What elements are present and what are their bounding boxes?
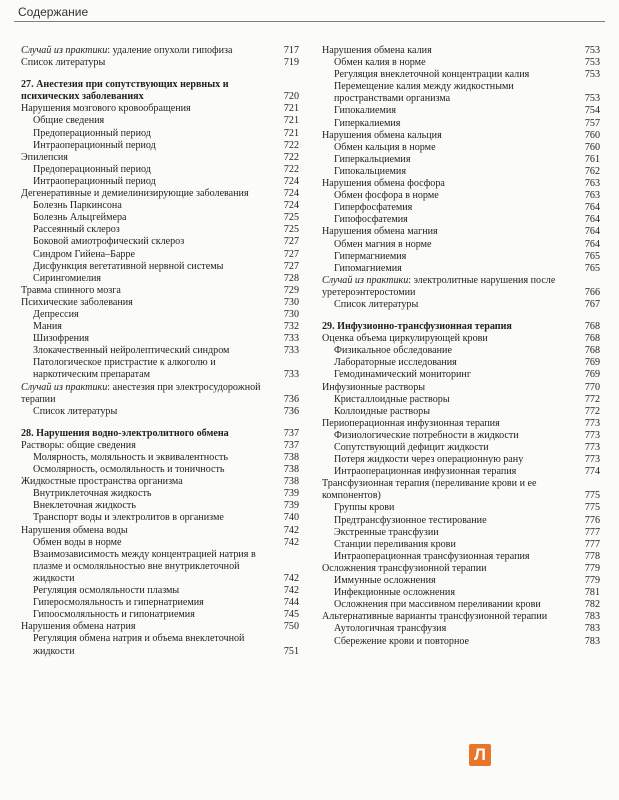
toc-entry-title: Предтрансфузионное тестирование [334, 514, 487, 526]
toc-entry[interactable] [322, 636, 600, 648]
toc-page-number: 769 [584, 357, 600, 369]
toc-entry[interactable] [322, 275, 600, 299]
toc-page-number: 753 [584, 93, 600, 105]
toc-page-number: 773 [584, 429, 600, 441]
toc-page-number: 740 [283, 512, 299, 524]
toc-page-number: 770 [584, 381, 600, 393]
toc-entry-title: Нарушения обмена натрия [21, 621, 136, 633]
toc-entry-title: Злокачественный нейролептический синдром [33, 345, 230, 357]
toc-entry-title: Депрессия [33, 308, 79, 320]
toc-page-number: 783 [584, 611, 600, 623]
toc-entry-title: Перемещение калия между жидкостными пространствами организма [334, 81, 514, 105]
toc-entry-title: Экстренные трансфузии [334, 526, 439, 538]
toc-entry-title: Мания [33, 321, 62, 333]
publisher-logo: Л [469, 744, 491, 766]
toc-entry-title: Осложнения трансфузионной терапии [322, 562, 487, 574]
toc-entry-title: Гипермагниемия [334, 250, 407, 262]
toc-entry[interactable] [21, 585, 299, 597]
toc-entry[interactable] [21, 188, 299, 200]
toc-page-number: 729 [283, 284, 299, 296]
toc-right-column [322, 45, 600, 648]
toc-page-number: 779 [584, 562, 600, 574]
toc-entry[interactable] [21, 57, 299, 69]
toc-entry[interactable] [21, 464, 299, 476]
toc-page-number: 727 [283, 236, 299, 248]
toc-entry[interactable] [21, 633, 299, 657]
toc-page-number: 773 [584, 454, 600, 466]
toc-entry[interactable] [322, 539, 600, 551]
toc-page-number: 757 [584, 117, 600, 129]
toc-entry-title: Потеря жидкости через операционную рану [334, 454, 524, 466]
toc-entry[interactable] [322, 118, 600, 130]
toc-entry-title: Осложнения при массивном переливании крови [334, 599, 541, 611]
toc-entry-title: Взаимозависимость между концентрацией натрия в плазме и осмоляльностью вне внутриклеточной жидкости [33, 548, 256, 584]
toc-page-number: 751 [283, 645, 299, 657]
toc-page-number: 754 [584, 105, 600, 117]
toc-entry-title: Осмолярность, осмоляльность и тоничность [33, 464, 225, 476]
toc-entry-title: Гиперосмоляльность и гипернатриемия [33, 597, 204, 609]
toc-page-number: 769 [584, 369, 600, 381]
toc-page-number: 744 [283, 597, 299, 609]
toc-page-number: 764 [584, 202, 600, 214]
toc-entry-title: Станции переливания крови [334, 538, 456, 550]
toc-entry-title: Обмен магния в норме [334, 238, 432, 250]
toc-entry-title: Нарушения обмена воды [21, 524, 128, 536]
toc-entry-title: Интраоперационный период [33, 139, 156, 151]
section-gap [322, 311, 600, 321]
toc-entry[interactable] [322, 263, 600, 275]
toc-page-number: 768 [584, 321, 600, 333]
toc-entry[interactable] [322, 623, 600, 635]
toc-page-number: 764 [584, 214, 600, 226]
toc-entry-title: Гипофосфатемия [334, 214, 408, 226]
toc-entry[interactable] [21, 285, 299, 297]
toc-entry-title: Случай из практики: анестезия при электросудорожной терапии [21, 381, 261, 405]
toc-entry-title: Синдром Гийена–Барре [33, 248, 135, 260]
toc-entry-title: Эпилепсия [21, 151, 68, 163]
toc-entry[interactable] [21, 357, 299, 381]
toc-entry[interactable] [21, 440, 299, 452]
toc-entry[interactable] [322, 454, 600, 466]
toc-chapter-entry[interactable] [21, 79, 299, 103]
toc-entry-title: Болезнь Паркинсона [33, 200, 122, 212]
toc-page-number: 733 [283, 369, 299, 381]
toc-entry-title: Растворы: общие сведения [21, 439, 136, 451]
toc-page-number: 730 [283, 308, 299, 320]
toc-entry-title: Нарушения обмена магния [322, 226, 438, 238]
toc-entry-title: Интраоперационная инфузионная терапия [334, 466, 517, 478]
toc-entry[interactable] [322, 130, 600, 142]
toc-entry[interactable] [21, 164, 299, 176]
toc-page-number: 742 [283, 585, 299, 597]
toc-entry-title: Трансфузионная терапия (переливание крови и ее компонентов) [322, 478, 537, 502]
toc-entry[interactable] [322, 563, 600, 575]
toc-entry[interactable] [322, 587, 600, 599]
toc-entry-title: Предоперационный период [33, 127, 151, 139]
toc-entry-title: Внутриклеточная жидкость [33, 488, 152, 500]
toc-page-number: 776 [584, 514, 600, 526]
toc-entry-title: Шизофрения [33, 333, 90, 345]
toc-entry[interactable] [21, 488, 299, 500]
toc-page-number: 737 [283, 439, 299, 451]
toc-entry-title: Сбережение крови и повторное [334, 635, 469, 647]
toc-page-number: 736 [283, 393, 299, 405]
toc-entry-title: Список литературы [334, 298, 419, 310]
toc-entry[interactable] [21, 476, 299, 488]
toc-entry[interactable] [21, 525, 299, 537]
toc-entry[interactable] [322, 430, 600, 442]
toc-entry-title: Регуляция осмоляльности плазмы [33, 585, 180, 597]
toc-entry-title: Кристаллоидные растворы [334, 393, 450, 405]
toc-entry[interactable] [322, 382, 600, 394]
toc-entry[interactable] [322, 333, 600, 345]
toc-entry[interactable] [322, 69, 600, 81]
toc-page-number: 783 [584, 635, 600, 647]
toc-page-number: 782 [584, 599, 600, 611]
toc-page-number: 724 [283, 175, 299, 187]
toc-page-number: 739 [283, 488, 299, 500]
toc-entry-title: Гиперфосфатемия [334, 202, 413, 214]
toc-entry[interactable] [21, 297, 299, 309]
toc-entry[interactable] [322, 190, 600, 202]
toc-page-number: 760 [584, 141, 600, 153]
toc-page-number: 772 [584, 393, 600, 405]
toc-page-number: 725 [283, 212, 299, 224]
toc-entry[interactable] [21, 597, 299, 609]
toc-entry[interactable] [322, 599, 600, 611]
toc-entry[interactable] [322, 551, 600, 563]
toc-page-number: 742 [283, 536, 299, 548]
toc-entry-title: Регуляция обмена натрия и объема внеклеточной жидкости [33, 633, 245, 657]
toc-entry[interactable] [322, 418, 600, 430]
toc-entry[interactable] [322, 345, 600, 357]
toc-entry-title: Обмен фосфора в норме [334, 190, 439, 202]
toc-entry[interactable] [322, 166, 600, 178]
toc-page-number: 722 [283, 151, 299, 163]
toc-chapter-entry[interactable] [21, 428, 299, 440]
toc-page-number: 773 [584, 442, 600, 453]
toc-page-number: 737 [283, 427, 299, 439]
toc-entry-title: Физикальное обследование [334, 345, 452, 357]
toc-page-number: 724 [283, 188, 299, 200]
toc-entry[interactable] [21, 224, 299, 236]
toc-entry-title: Гипокалиемия [334, 105, 396, 117]
toc-entry-title: Аутологичная трансфузия [334, 623, 447, 635]
toc-entry[interactable] [322, 478, 600, 502]
toc-entry[interactable] [322, 611, 600, 623]
toc-page-number: 768 [584, 345, 600, 357]
toc-entry[interactable] [21, 261, 299, 273]
toc-left-column [21, 45, 299, 658]
toc-entry-title: Травма спинного мозга [21, 284, 121, 296]
toc-entry[interactable] [21, 236, 299, 248]
toc-entry[interactable] [322, 357, 600, 369]
toc-entry-title: Дегенеративные и демиелинизирующие заболевания [21, 188, 249, 200]
toc-entry[interactable] [322, 105, 600, 117]
toc-entry-title: Нарушения обмена кальция [322, 129, 442, 141]
toc-page-number: 753 [584, 45, 600, 56]
toc-page-number: 733 [283, 345, 299, 357]
toc-page-number: 753 [584, 69, 600, 81]
toc-entry[interactable] [21, 309, 299, 321]
toc-entry-title: Молярность, моляльность и эквивалентность [33, 452, 228, 463]
toc-entry-title: Гиперкальциемия [334, 153, 411, 165]
toc-entry[interactable] [322, 251, 600, 263]
toc-entry[interactable] [21, 152, 299, 164]
toc-entry-title: Сирингомиелия [33, 272, 102, 284]
toc-page-number: 722 [283, 139, 299, 151]
toc-page-number: 772 [584, 405, 600, 417]
toc-entry[interactable] [21, 128, 299, 140]
toc-entry[interactable] [21, 249, 299, 261]
toc-page-number: 721 [283, 127, 299, 139]
toc-page-number: 767 [584, 298, 600, 310]
toc-entry-title: Общие сведения [33, 115, 105, 127]
toc-entry[interactable] [322, 226, 600, 238]
toc-page-number: 763 [584, 178, 600, 190]
toc-entry-title: Иммунные осложнения [334, 575, 436, 587]
page-header [0, 0, 619, 22]
toc-entry[interactable] [21, 609, 299, 621]
toc-entry-title: Случай из практики: удаление опухоли гипофиза [21, 45, 233, 56]
toc-entry[interactable] [21, 333, 299, 345]
toc-entry-title: Коллоидные растворы [334, 405, 430, 417]
toc-entry[interactable] [21, 321, 299, 333]
toc-entry[interactable] [21, 115, 299, 127]
header-rule [14, 21, 605, 22]
toc-entry[interactable] [322, 154, 600, 166]
toc-entry-title: Предоперационный период [33, 163, 151, 175]
toc-page-number: 721 [283, 115, 299, 127]
toc-page-number: 724 [283, 200, 299, 212]
toc-entry[interactable] [322, 299, 600, 311]
toc-page-number: 739 [283, 500, 299, 512]
toc-entry-title: Гипомагниемия [334, 262, 402, 274]
toc-page-number: 745 [283, 609, 299, 621]
toc-entry[interactable] [322, 202, 600, 214]
toc-entry-title: Интраоперационный период [33, 175, 156, 187]
toc-entry[interactable] [322, 369, 600, 381]
toc-page-number: 742 [283, 572, 299, 584]
toc-entry-title: Периоперационная инфузионная терапия [322, 417, 500, 429]
toc-entry[interactable] [322, 502, 600, 514]
toc-page-number: 722 [283, 163, 299, 175]
page-title: Содержание [18, 5, 89, 19]
toc-page-number: 777 [584, 538, 600, 550]
toc-entry[interactable] [322, 515, 600, 527]
toc-entry-title: Патологическое пристрастие к алкоголю и наркотическим препаратам [33, 357, 216, 381]
toc-page-number: 764 [584, 226, 600, 238]
toc-page-number: 775 [584, 502, 600, 514]
section-gap [21, 418, 299, 428]
toc-entry[interactable] [21, 452, 299, 464]
toc-entry[interactable] [21, 345, 299, 357]
toc-page-number: 738 [283, 464, 299, 476]
section-gap [21, 69, 299, 79]
toc-entry-title: Нарушения обмена калия [322, 45, 432, 56]
toc-entry-title: Регуляция внеклеточной концентрации калия [334, 69, 530, 81]
toc-page-number: 753 [584, 57, 600, 69]
toc-page-number: 721 [283, 103, 299, 115]
toc-entry-title: Жидкостные пространства организма [21, 476, 183, 488]
toc-chapter-entry[interactable] [322, 321, 600, 333]
toc-page-number: 774 [584, 466, 600, 478]
toc-page-number: 777 [584, 526, 600, 538]
toc-page-number: 775 [584, 490, 600, 502]
toc-entry[interactable] [21, 549, 299, 585]
toc-entry[interactable] [322, 442, 600, 454]
toc-entry-title: Случай из практики: электролитные нарушения после уретероэнтеростомии [322, 274, 556, 298]
toc-page-number: 773 [584, 417, 600, 429]
toc-page-number: 733 [283, 333, 299, 345]
toc-entry-title: Нарушения обмена фосфора [322, 178, 445, 190]
toc-page-number: 719 [283, 57, 299, 69]
toc-page-number: 768 [584, 333, 600, 345]
toc-entry-title: Физиологические потребности в жидкости [334, 429, 519, 441]
toc-entry-title: Группы крови [334, 502, 395, 514]
toc-page-number: 750 [283, 621, 299, 633]
toc-entry-title: Гипокальциемия [334, 165, 406, 177]
toc-entry-title: Внеклеточная жидкость [33, 500, 136, 512]
toc-page-number: 732 [283, 321, 299, 333]
toc-entry-title: 27. Анестезия при сопутствующих нервных и психических заболеваниях [21, 79, 229, 103]
toc-page-number: 779 [584, 575, 600, 587]
toc-entry[interactable] [322, 45, 600, 57]
toc-entry[interactable] [21, 103, 299, 115]
toc-entry[interactable] [322, 81, 600, 105]
toc-entry-title: Интраоперационная трансфузионная терапия [334, 550, 530, 562]
toc-entry[interactable] [322, 178, 600, 190]
toc-page-number: 760 [584, 129, 600, 141]
toc-entry-title: Обмен воды в норме [33, 536, 122, 548]
toc-page-number: 738 [283, 452, 299, 463]
toc-entry[interactable] [322, 142, 600, 154]
toc-entry[interactable] [322, 239, 600, 251]
toc-entry-title: Сопутствующий дефицит жидкости [334, 442, 489, 453]
toc-entry-title: Дисфункция вегетативной нервной системы [33, 260, 224, 272]
toc-entry[interactable] [322, 214, 600, 226]
toc-entry[interactable] [21, 273, 299, 285]
toc-entry[interactable] [322, 57, 600, 69]
toc-entry[interactable] [21, 45, 299, 57]
toc-page-number: 778 [584, 550, 600, 562]
toc-page-number: 761 [584, 153, 600, 165]
toc-entry-title: 28. Нарушения водно-электролитного обмена [21, 427, 229, 439]
toc-page-number: 717 [283, 45, 299, 56]
toc-page-number: 738 [283, 476, 299, 488]
toc-entry[interactable] [21, 537, 299, 549]
toc-page-number: 727 [283, 260, 299, 272]
toc-entry-title: Рассеянный склероз [33, 224, 120, 236]
toc-page-number: 765 [584, 250, 600, 262]
toc-entry-title: Список литературы [33, 405, 118, 417]
toc-entry[interactable] [21, 176, 299, 188]
toc-page-number: 781 [584, 587, 600, 599]
toc-entry-title: Боковой амиотрофический склероз [33, 236, 185, 248]
toc-entry-title: Оценка объема циркулирующей крови [322, 333, 488, 345]
toc-page-number: 728 [283, 272, 299, 284]
toc-entry[interactable] [21, 140, 299, 152]
toc-entry-title: Альтернативные варианты трансфузионной терапии [322, 611, 548, 623]
toc-page-number: 762 [584, 165, 600, 177]
toc-entry[interactable] [322, 394, 600, 406]
toc-entry-title: 29. Инфузионно-трансфузионная терапия [322, 321, 512, 333]
toc-entry-title: Нарушения мозгового кровообращения [21, 103, 191, 115]
toc-entry[interactable] [21, 500, 299, 512]
toc-entry[interactable] [21, 512, 299, 524]
toc-entry-title: Гиперкалиемия [334, 117, 401, 129]
toc-entry-title: Список литературы [21, 57, 106, 69]
toc-page-number: 763 [584, 190, 600, 202]
toc-entry-title: Обмен кальция в норме [334, 141, 436, 153]
toc-entry[interactable] [21, 406, 299, 418]
toc-entry[interactable] [21, 621, 299, 633]
toc-page-number: 725 [283, 224, 299, 236]
toc-entry[interactable] [322, 406, 600, 418]
toc-page-number: 730 [283, 296, 299, 308]
toc-page-number: 720 [283, 91, 299, 103]
toc-entry-title: Транспорт воды и электролитов в организме [33, 512, 224, 524]
toc-page-number: 727 [283, 248, 299, 260]
toc-page-number: 766 [584, 286, 600, 298]
toc-entry[interactable] [322, 466, 600, 478]
toc-entry[interactable] [21, 382, 299, 406]
toc-entry-title: Гипоосмоляльность и гипонатриемия [33, 609, 195, 621]
toc-entry[interactable] [322, 575, 600, 587]
toc-entry-title: Инфекционные осложнения [334, 587, 455, 599]
toc-page-number: 742 [283, 524, 299, 536]
toc-entry-title: Лабораторные исследования [334, 357, 457, 369]
toc-entry-title: Обмен калия в норме [334, 57, 426, 69]
toc-page-number: 736 [283, 405, 299, 417]
toc-entry[interactable] [322, 527, 600, 539]
toc-entry[interactable] [21, 200, 299, 212]
toc-page-number: 764 [584, 238, 600, 250]
toc-page-number: 783 [584, 623, 600, 635]
toc-page-number: 765 [584, 262, 600, 274]
toc-entry-title: Болезнь Альцгеймера [33, 212, 127, 224]
toc-entry[interactable] [21, 212, 299, 224]
toc-entry-title: Инфузионные растворы [322, 381, 426, 393]
toc-entry-title: Гемодинамический мониторинг [334, 369, 471, 381]
toc-entry-title: Психические заболевания [21, 296, 133, 308]
